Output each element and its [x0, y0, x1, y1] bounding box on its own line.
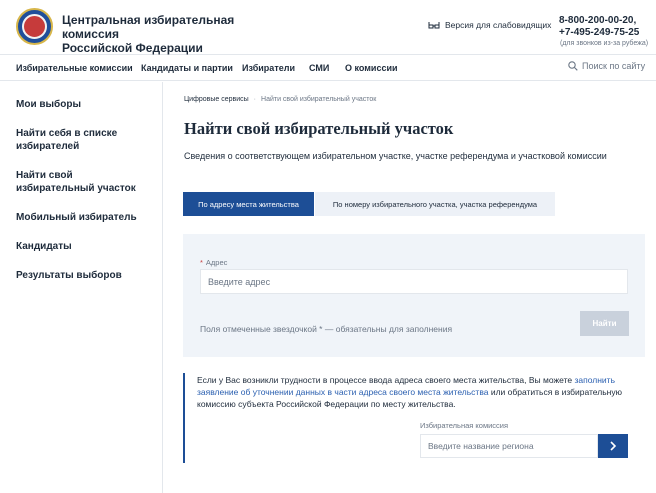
info-accent-bar: [183, 373, 185, 463]
search-label: Поиск по сайту: [582, 61, 646, 71]
required-fields-hint: Поля отмеченные звездочкой * — обязательны для заполнения: [200, 324, 453, 334]
phone-note: (для звонков из-за рубежа): [560, 40, 649, 47]
nav-item-media[interactable]: СМИ: [309, 63, 330, 73]
accessibility-label: Версия для слабовидящих: [445, 20, 552, 30]
main-nav: [0, 56, 656, 81]
sidebar-item-find-precinct[interactable]: Найти свой избирательный участок: [16, 170, 136, 194]
sidebar-item-candidates[interactable]: Кандидаты: [16, 241, 72, 252]
breadcrumb-item-services[interactable]: Цифровые сервисы: [184, 96, 249, 103]
search-form-panel: [183, 234, 645, 357]
region-submit-button[interactable]: [598, 434, 628, 458]
clarification-link[interactable]: заполнить заявление об уточнении данных в части адреса своего места жительства: [197, 375, 616, 397]
sidebar-item-results[interactable]: Результаты выборов: [16, 270, 122, 281]
phone-number-1[interactable]: 8-800-200-00-20,: [559, 15, 637, 26]
breadcrumb-separator: ·: [253, 96, 257, 103]
org-name-line1: Центральная избирательная комиссия: [62, 13, 235, 41]
page-subtitle: Сведения о соответствующем избирательном участке, участке референдума и участковой комиссии: [184, 151, 607, 161]
sidebar-item-mobile-voter[interactable]: Мобильный избиратель: [16, 212, 137, 223]
nav-item-candidates[interactable]: Кандидаты и партии: [141, 63, 233, 73]
emblem-logo[interactable]: [16, 8, 53, 45]
accessibility-link[interactable]: [428, 20, 551, 30]
address-label: [200, 258, 227, 267]
tab-by-precinct-number[interactable]: По номеру избирательного участка, участка референдума: [315, 192, 555, 216]
page-title: Найти свой избирательный участок: [184, 119, 454, 138]
org-name[interactable]: [62, 13, 292, 55]
phone-number-2[interactable]: +7-495-249-75-25: [559, 27, 640, 38]
address-input[interactable]: Введите адрес: [200, 269, 628, 294]
find-button[interactable]: Найти: [580, 311, 629, 336]
search-icon: [568, 61, 578, 71]
info-text: [197, 374, 627, 410]
chevron-right-icon: [609, 441, 617, 451]
sidebar-item-find-in-list[interactable]: Найти себя в списке избирателей: [16, 128, 118, 152]
region-input[interactable]: Введите название региона: [420, 434, 598, 458]
tab-by-address[interactable]: По адресу места жительства: [183, 192, 314, 216]
sidebar: [0, 82, 163, 493]
nav-item-voters[interactable]: Избиратели: [242, 63, 295, 73]
nav-item-commissions[interactable]: Избирательные комиссии: [16, 63, 133, 73]
nav-item-about[interactable]: О комиссии: [345, 63, 398, 73]
commission-label: Избирательная комиссия: [420, 421, 509, 430]
breadcrumb: [184, 96, 376, 103]
sidebar-item-my-elections[interactable]: Мои выборы: [16, 99, 81, 110]
required-mark: *: [200, 258, 203, 267]
glasses-icon: [428, 21, 440, 29]
site-search[interactable]: [568, 61, 645, 71]
info-text-before: Если у Вас возникли трудности в процессе ввода адреса своего места жительства, Вы можете: [197, 375, 573, 385]
org-name-line2: Российской Федерации: [62, 41, 203, 55]
site-header: [0, 0, 656, 55]
address-label-text: Адрес: [205, 258, 228, 267]
breadcrumb-item-current: Найти свой избирательный участок: [261, 96, 377, 103]
info-text-after: или обратиться в избирательную комиссию субъекта Российской Федерации по месту жительства.: [197, 387, 622, 409]
